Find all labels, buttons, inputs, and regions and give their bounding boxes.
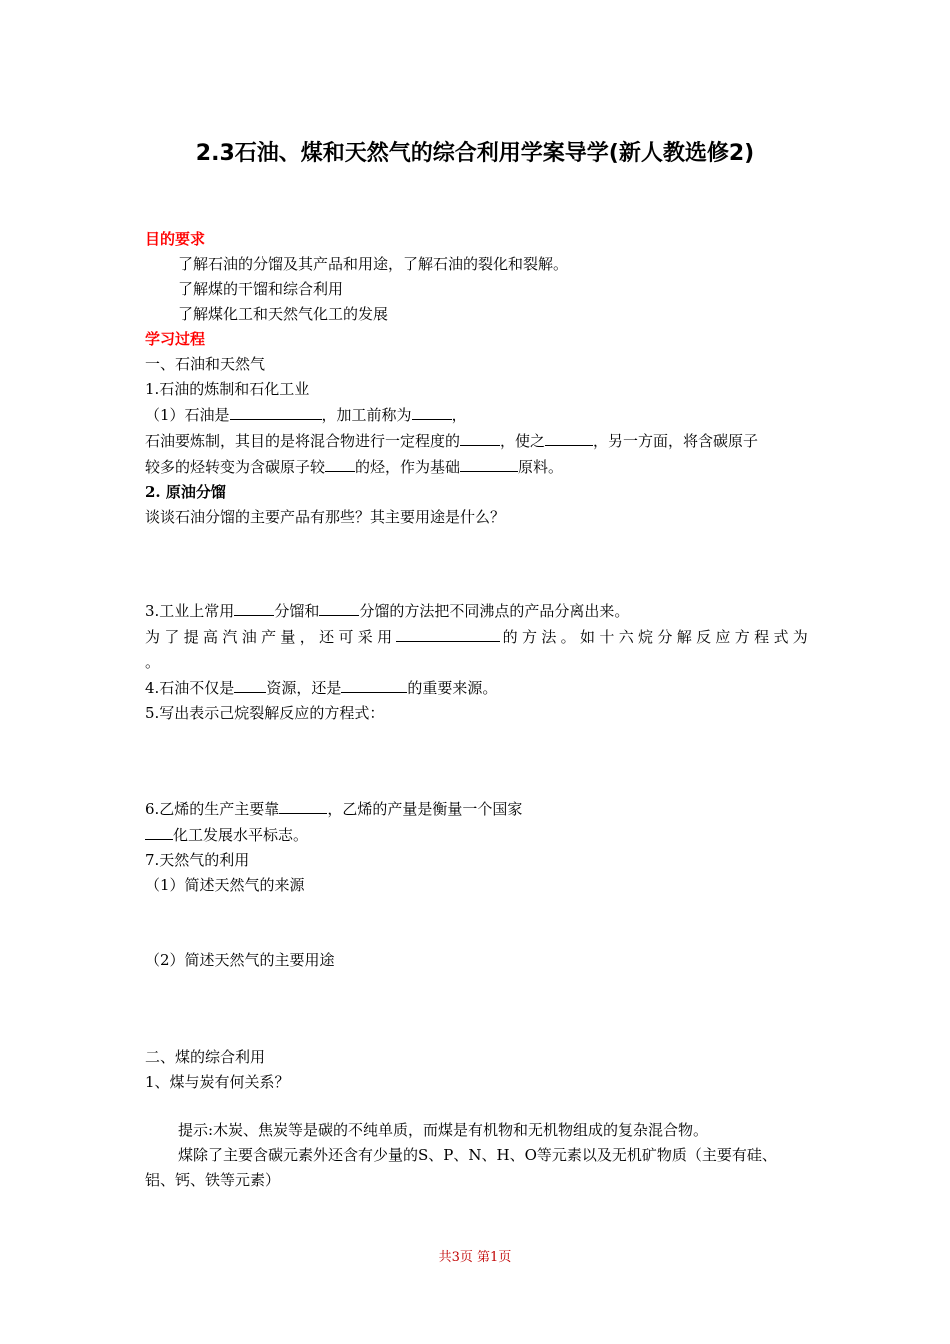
section-heading: 一、石油和天然气 <box>145 355 266 373</box>
question-text: 谈谈石油分馏的主要产品有那些？其主要用途是什么？ <box>145 508 506 526</box>
fill-blank[interactable] <box>460 428 500 446</box>
answer-space[interactable] <box>145 898 810 948</box>
fill-blank[interactable] <box>230 402 322 420</box>
question-title: 1.石油的炼制和石化工业 <box>145 380 310 398</box>
fill-blank[interactable] <box>412 402 452 420</box>
fill-blank[interactable] <box>279 796 327 814</box>
fill-blank[interactable] <box>325 454 355 472</box>
page-footer: 共3页 第1页 <box>438 1250 512 1265</box>
objective-item: 了解煤的干馏和综合利用 <box>178 280 344 298</box>
question-line: 化工发展水平标志。 <box>145 822 810 848</box>
document-body <box>145 227 810 1193</box>
question-line: 较多的烃转变为含碳原子较 的烃，作为基础 原料。 <box>145 454 810 480</box>
fill-blank[interactable] <box>234 598 274 616</box>
question-line: （1）石油是 ，加工前称为 ， <box>145 402 810 428</box>
question-title: 2. 原油分馏 <box>145 483 226 501</box>
section-heading: 二、煤的综合利用 <box>145 1048 266 1066</box>
paragraph-text: 铝、钙、铁等元素） <box>145 1171 281 1189</box>
hint-text: 提示:木炭、焦炭等是碳的不纯单质，而煤是有机物和无机物组成的复杂混合物。 <box>178 1121 709 1139</box>
answer-space[interactable] <box>145 726 810 796</box>
fill-blank[interactable] <box>145 822 173 840</box>
fill-blank[interactable] <box>341 675 407 693</box>
fill-blank[interactable] <box>319 598 359 616</box>
question-line: 。 <box>145 653 161 671</box>
question-title: 7.天然气的利用 <box>145 851 250 869</box>
question-line: 为了提高汽油产量，还可采用 的方法。如十六烷分解反应方程式为 <box>145 624 810 650</box>
question-line: （1）简述天然气的来源 <box>145 876 305 894</box>
fill-blank[interactable] <box>396 624 500 642</box>
fill-blank[interactable] <box>234 675 266 693</box>
objective-item: 了解石油的分馏及其产品和用途，了解石油的裂化和裂解。 <box>178 255 569 273</box>
page-title: 2.3石油、煤和天然气的综合利用学案导学(新人教选修2) <box>195 141 755 166</box>
question-line: 4.石油不仅是 资源，还是 的重要来源。 <box>145 675 810 701</box>
process-heading: 学习过程 <box>145 330 206 348</box>
question-line: （2）简述天然气的主要用途 <box>145 951 335 969</box>
objectives-heading: 目的要求 <box>145 230 206 248</box>
question-line: 3.工业上常用 分馏和 分馏的方法把不同沸点的产品分离出来。 <box>145 598 810 624</box>
answer-space[interactable] <box>145 1095 810 1118</box>
question-line: 1、煤与炭有何关系？ <box>145 1073 290 1091</box>
answer-space[interactable] <box>145 973 810 1045</box>
question-line: 5.写出表示己烷裂解反应的方程式： <box>145 704 385 722</box>
paragraph-text: 煤除了主要含碳元素外还含有少量的S、P、N、H、O等元素以及无机矿物质（主要有硅、 <box>178 1146 777 1164</box>
answer-space[interactable] <box>145 530 810 598</box>
objective-item: 了解煤化工和天然气化工的发展 <box>178 305 389 323</box>
fill-blank[interactable] <box>460 454 518 472</box>
fill-blank[interactable] <box>545 428 593 446</box>
question-line: 石油要炼制，其目的是将混合物进行一定程度的 ，使之 ，另一方面，将含碳原子 <box>145 428 810 454</box>
question-line: 6.乙烯的生产主要靠 ，乙烯的产量是衡量一个国家 <box>145 796 810 822</box>
